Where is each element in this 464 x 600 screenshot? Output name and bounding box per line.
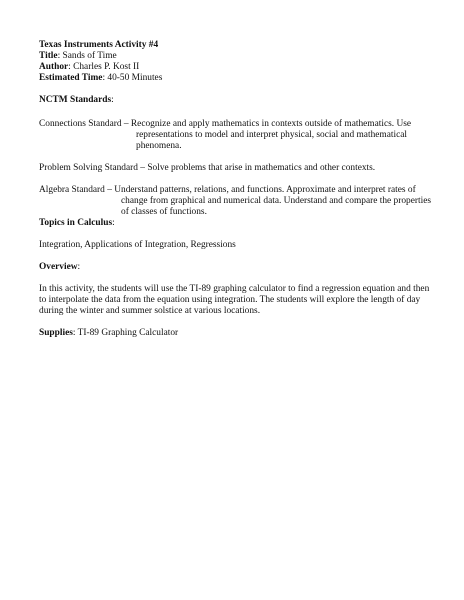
overview-heading-line: [39, 262, 427, 273]
supplies-label: Supplies: [39, 328, 73, 338]
nctm-heading-suffix: :: [111, 95, 114, 105]
overview-paragraph: [39, 284, 430, 317]
title-value: : Sands of Time: [57, 51, 117, 61]
title-label: Title: [39, 51, 58, 61]
problem-solving-text: Problem Solving Standard – Solve problems that arise in mathematics and other contexts.: [39, 163, 376, 173]
connections-standard: [39, 119, 427, 152]
topics-text-line: [39, 240, 427, 251]
connections-cont-2: phenomena.: [136, 141, 182, 151]
algebra-standard: [39, 185, 432, 218]
overview-line-2: to interpolate the data from the equation using integration. The students will explore the length of day: [39, 295, 421, 305]
overview-heading: Overview: [39, 262, 78, 272]
nctm-heading-line: [39, 95, 427, 106]
activity-title: Texas Instruments Activity #4: [39, 40, 159, 50]
connections-lead: Connections Standard – Recognize and apply mathematics in contexts outside of mathematics. Use: [39, 119, 412, 129]
supplies-value: : TI-89 Graphing Calculator: [72, 328, 179, 338]
time-line: [39, 73, 427, 84]
overview-line-1: In this activity, the students will use the TI-89 graphing calculator to find a regression equation and then: [39, 284, 430, 294]
title-line: [39, 51, 427, 62]
time-label: Estimated Time: [39, 73, 103, 83]
algebra-cont-1: change from graphical and numerical data. Understand and compare the properties: [121, 196, 432, 206]
algebra-cont-2: of classes of functions.: [121, 207, 207, 217]
overview-line-3: during the winter and summer solstice at various locations.: [39, 306, 261, 316]
topics-heading-line: [39, 218, 427, 229]
author-label: Author: [39, 62, 69, 72]
author-value: : Charles P. Kost II: [68, 62, 140, 72]
topics-heading: Topics in Calculus: [39, 218, 113, 228]
nctm-heading: NCTM Standards: [39, 95, 112, 105]
problem-solving-standard: [39, 163, 427, 174]
topics-text: Integration, Applications of Integration, Regressions: [39, 240, 236, 250]
topics-heading-suffix: :: [112, 218, 115, 228]
connections-cont-1: representations to model and interpret physical, social and mathematical: [136, 130, 408, 140]
overview-heading-suffix: :: [77, 262, 81, 272]
algebra-lead: Algebra Standard – Understand patterns, relations, and functions. Approximate and interpret rates of: [39, 185, 416, 195]
supplies-line: [39, 328, 427, 339]
time-value: : 40-50 Minutes: [102, 73, 163, 83]
author-line: [39, 62, 427, 73]
header-block: [39, 40, 427, 84]
